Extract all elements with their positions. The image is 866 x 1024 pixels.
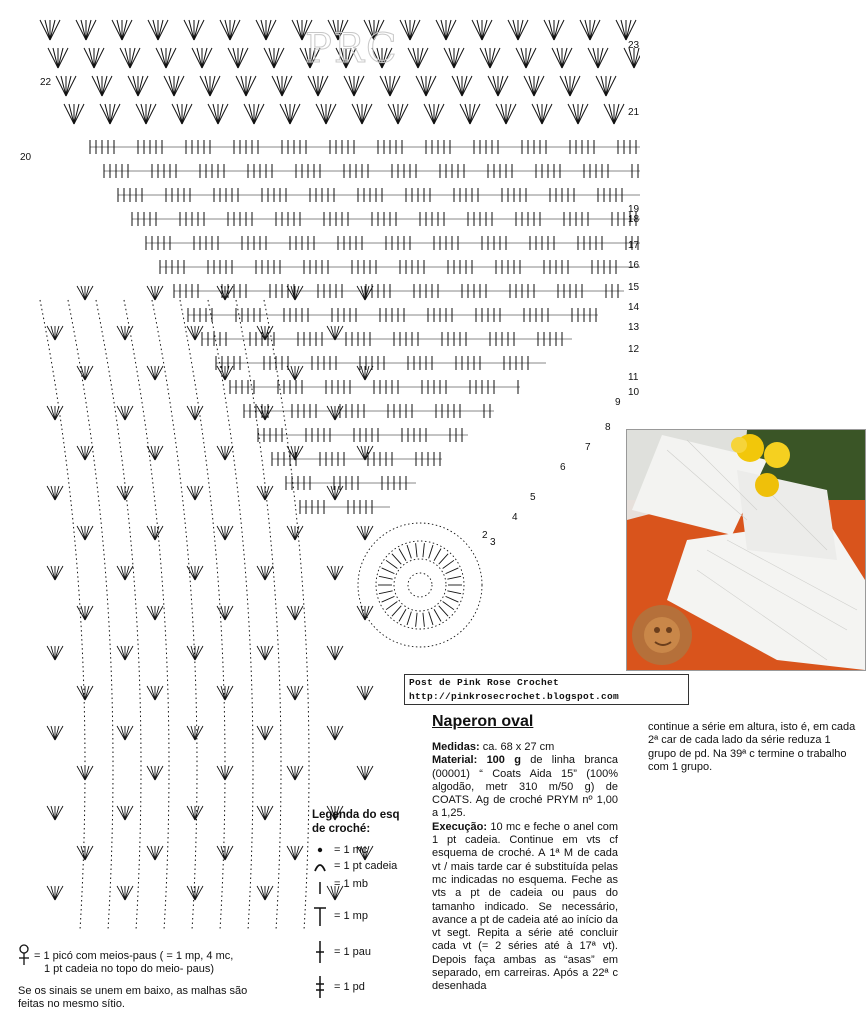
- pico-note-line2: 1 pt cadeia no topo do meio- paus): [44, 963, 215, 975]
- execucao-text: 10 mc e feche o anel com 1 pt cadeia. Continue em vts cf esquema de croché. A 1ª M de cada vt / mais tarde car é substituída pelas mc indicadas no esquema. Feche as vts a pt de cadeia ou paus do tamanho indicado. Se necessário, avance a pt de cadeia até ao início da vt segt. Repita a série até concluir cada vt (= 2 séries até à 17ª vt). Depois faça ambas as “asas” em separado, em carreiras. Após a 22ª c desenhada: [432, 820, 618, 993]
- legend-item-pd: [312, 975, 365, 999]
- pico-icon: [16, 944, 32, 966]
- legend-item-mp: [312, 904, 368, 928]
- row-number: 21: [628, 107, 640, 118]
- row-number: 10: [628, 387, 640, 398]
- row-number: 4: [512, 512, 518, 523]
- post-credit-box: [404, 674, 689, 705]
- cross-bar-icon: [312, 940, 332, 964]
- row-number: 23: [628, 40, 640, 51]
- row-number: 17: [628, 240, 640, 251]
- doily-photo: [626, 429, 866, 671]
- legend-item-pau: [312, 940, 371, 964]
- instructions-text: [432, 741, 618, 994]
- legend-label: = 1 mb: [334, 878, 368, 890]
- post-credit-line: Post de Pink Rose Crochet: [409, 677, 560, 688]
- row-number: 15: [628, 282, 640, 293]
- legend-label: = 1 mc: [334, 844, 368, 856]
- row-number: 9: [615, 397, 621, 408]
- row-number: 8: [605, 422, 611, 433]
- legend-label: = 1 pau: [334, 946, 372, 958]
- row-number: 19: [628, 204, 640, 215]
- join-note: Se os sinais se unem em baixo, as malhas são feitas no mesmo sítio.: [18, 985, 248, 1010]
- row-number: 11: [628, 372, 639, 383]
- doily-photo-image: [627, 430, 865, 670]
- row-number: 5: [530, 492, 536, 503]
- material-amount: 100 g: [486, 754, 521, 767]
- row-number: 13: [628, 322, 640, 333]
- row-number: 20: [20, 152, 32, 163]
- medidas-label: Medidas:: [432, 741, 480, 753]
- legend-label: = 1 pd: [334, 981, 365, 993]
- row-number: 6: [560, 462, 566, 473]
- material-label: Material:: [432, 754, 478, 767]
- pico-note: [22, 950, 292, 976]
- row-number: 7: [585, 442, 591, 453]
- short-bar-icon: [312, 872, 332, 896]
- row-number: 18: [628, 214, 640, 225]
- material-text: de linha branca (00001) “ Coats Aida 15” (100% algodão, metr 310 m/50 g) de COATS. Ag de croché PRYM nº 1,00 a 1,25.: [432, 754, 618, 820]
- row-number: 14: [628, 302, 640, 313]
- legend-title: Legenda do esq de croché:: [312, 809, 400, 835]
- blog-url-link[interactable]: http://pinkrosecrochet.blogspot.com: [409, 691, 620, 702]
- legend-label: = 1 mp: [334, 910, 368, 922]
- legend-item-mb: [312, 872, 368, 896]
- watermark: PRC: [305, 26, 399, 72]
- t-bar-icon: [312, 904, 332, 928]
- row-number: 12: [628, 344, 640, 355]
- pico-note-line1: = 1 picó com meios-paus ( = 1 mp, 4 mc,: [34, 950, 234, 962]
- row-number: 16: [628, 260, 640, 271]
- row-number: 3: [490, 537, 496, 548]
- pattern-title: Naperon oval: [432, 713, 534, 730]
- instructions-continuation: continue a série em altura, isto é, em cada 2ª car de cada lado da série reduza 1 grupo de pd. Na 39ª c termine o trabalho com 1 grupo.: [648, 721, 856, 773]
- row-number: 2: [482, 530, 488, 541]
- legend-label: = 1 pt cadeia: [334, 860, 398, 872]
- medidas-text: ca. 68 x 27 cm: [482, 741, 555, 753]
- row-number: 22: [40, 77, 52, 88]
- execucao-label: Execução:: [432, 820, 488, 833]
- double-cross-bar-icon: [312, 975, 332, 999]
